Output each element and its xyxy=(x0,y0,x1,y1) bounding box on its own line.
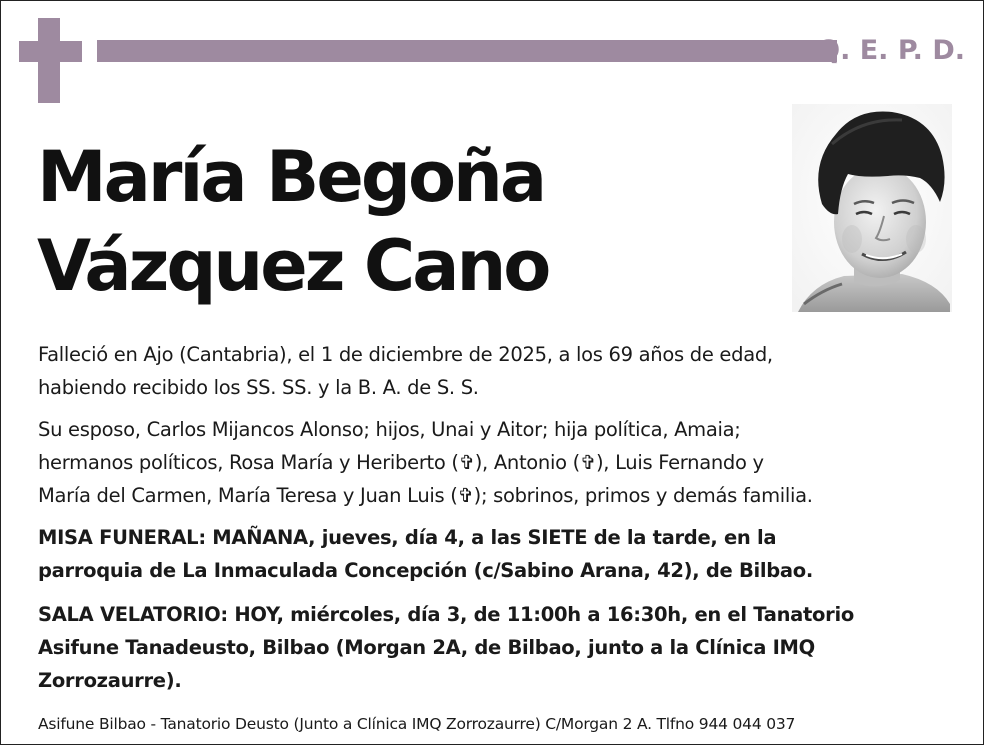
qepd-label: Q. E. P. D. xyxy=(817,35,965,66)
wake-line-3: Zorrozaurre). xyxy=(38,669,182,692)
family-line-2: hermanos políticos, Rosa María y Heriberto (✞), Antonio (✞), Luis Fernando y xyxy=(38,451,764,474)
death-line-1: Falleció en Ajo (Cantabria), el 1 de diciembre de 2025, a los 69 años de edad, xyxy=(38,343,773,366)
family-line-3: María del Carmen, María Teresa y Juan Luis (✞); sobrinos, primos y demás familia. xyxy=(38,484,813,507)
mass-line-1: MISA FUNERAL: MAÑANA, jueves, día 4, a las SIETE de la tarde, en la xyxy=(38,526,777,549)
header-bar xyxy=(97,40,837,62)
wake-line-2: Asifune Tanadeusto, Bilbao (Morgan 2A, de Bilbao, junto a la Clínica IMQ xyxy=(38,636,815,659)
name-line-2: Vázquez Cano xyxy=(37,225,549,307)
wake-room-paragraph xyxy=(38,598,943,697)
deceased-name xyxy=(37,133,548,311)
family-line-1: Su esposo, Carlos Mijancos Alonso; hijos, Unai y Aitor; hija política, Amaia; xyxy=(38,418,741,441)
wake-line-1: SALA VELATORIO: HOY, miércoles, día 3, de 11:00h a 16:30h, en el Tanatorio xyxy=(38,603,854,626)
death-line-2: habiendo recibido los SS. SS. y la B. A. de S. S. xyxy=(38,376,479,399)
funeral-mass-paragraph xyxy=(38,521,943,587)
portrait-photo xyxy=(792,104,952,312)
mass-line-2: parroquia de La Inmaculada Concepción (c/Sabino Arana, 42), de Bilbao. xyxy=(38,559,813,582)
name-line-1: María Begoña xyxy=(37,136,545,218)
funeral-home-footer: Asifune Bilbao - Tanatorio Deusto (Junto a Clínica IMQ Zorrozaurre) C/Morgan 2 A. Tlfno 944 044 037 xyxy=(38,715,796,733)
family-paragraph xyxy=(38,413,943,512)
cross-icon xyxy=(19,18,82,103)
death-paragraph xyxy=(38,338,943,404)
